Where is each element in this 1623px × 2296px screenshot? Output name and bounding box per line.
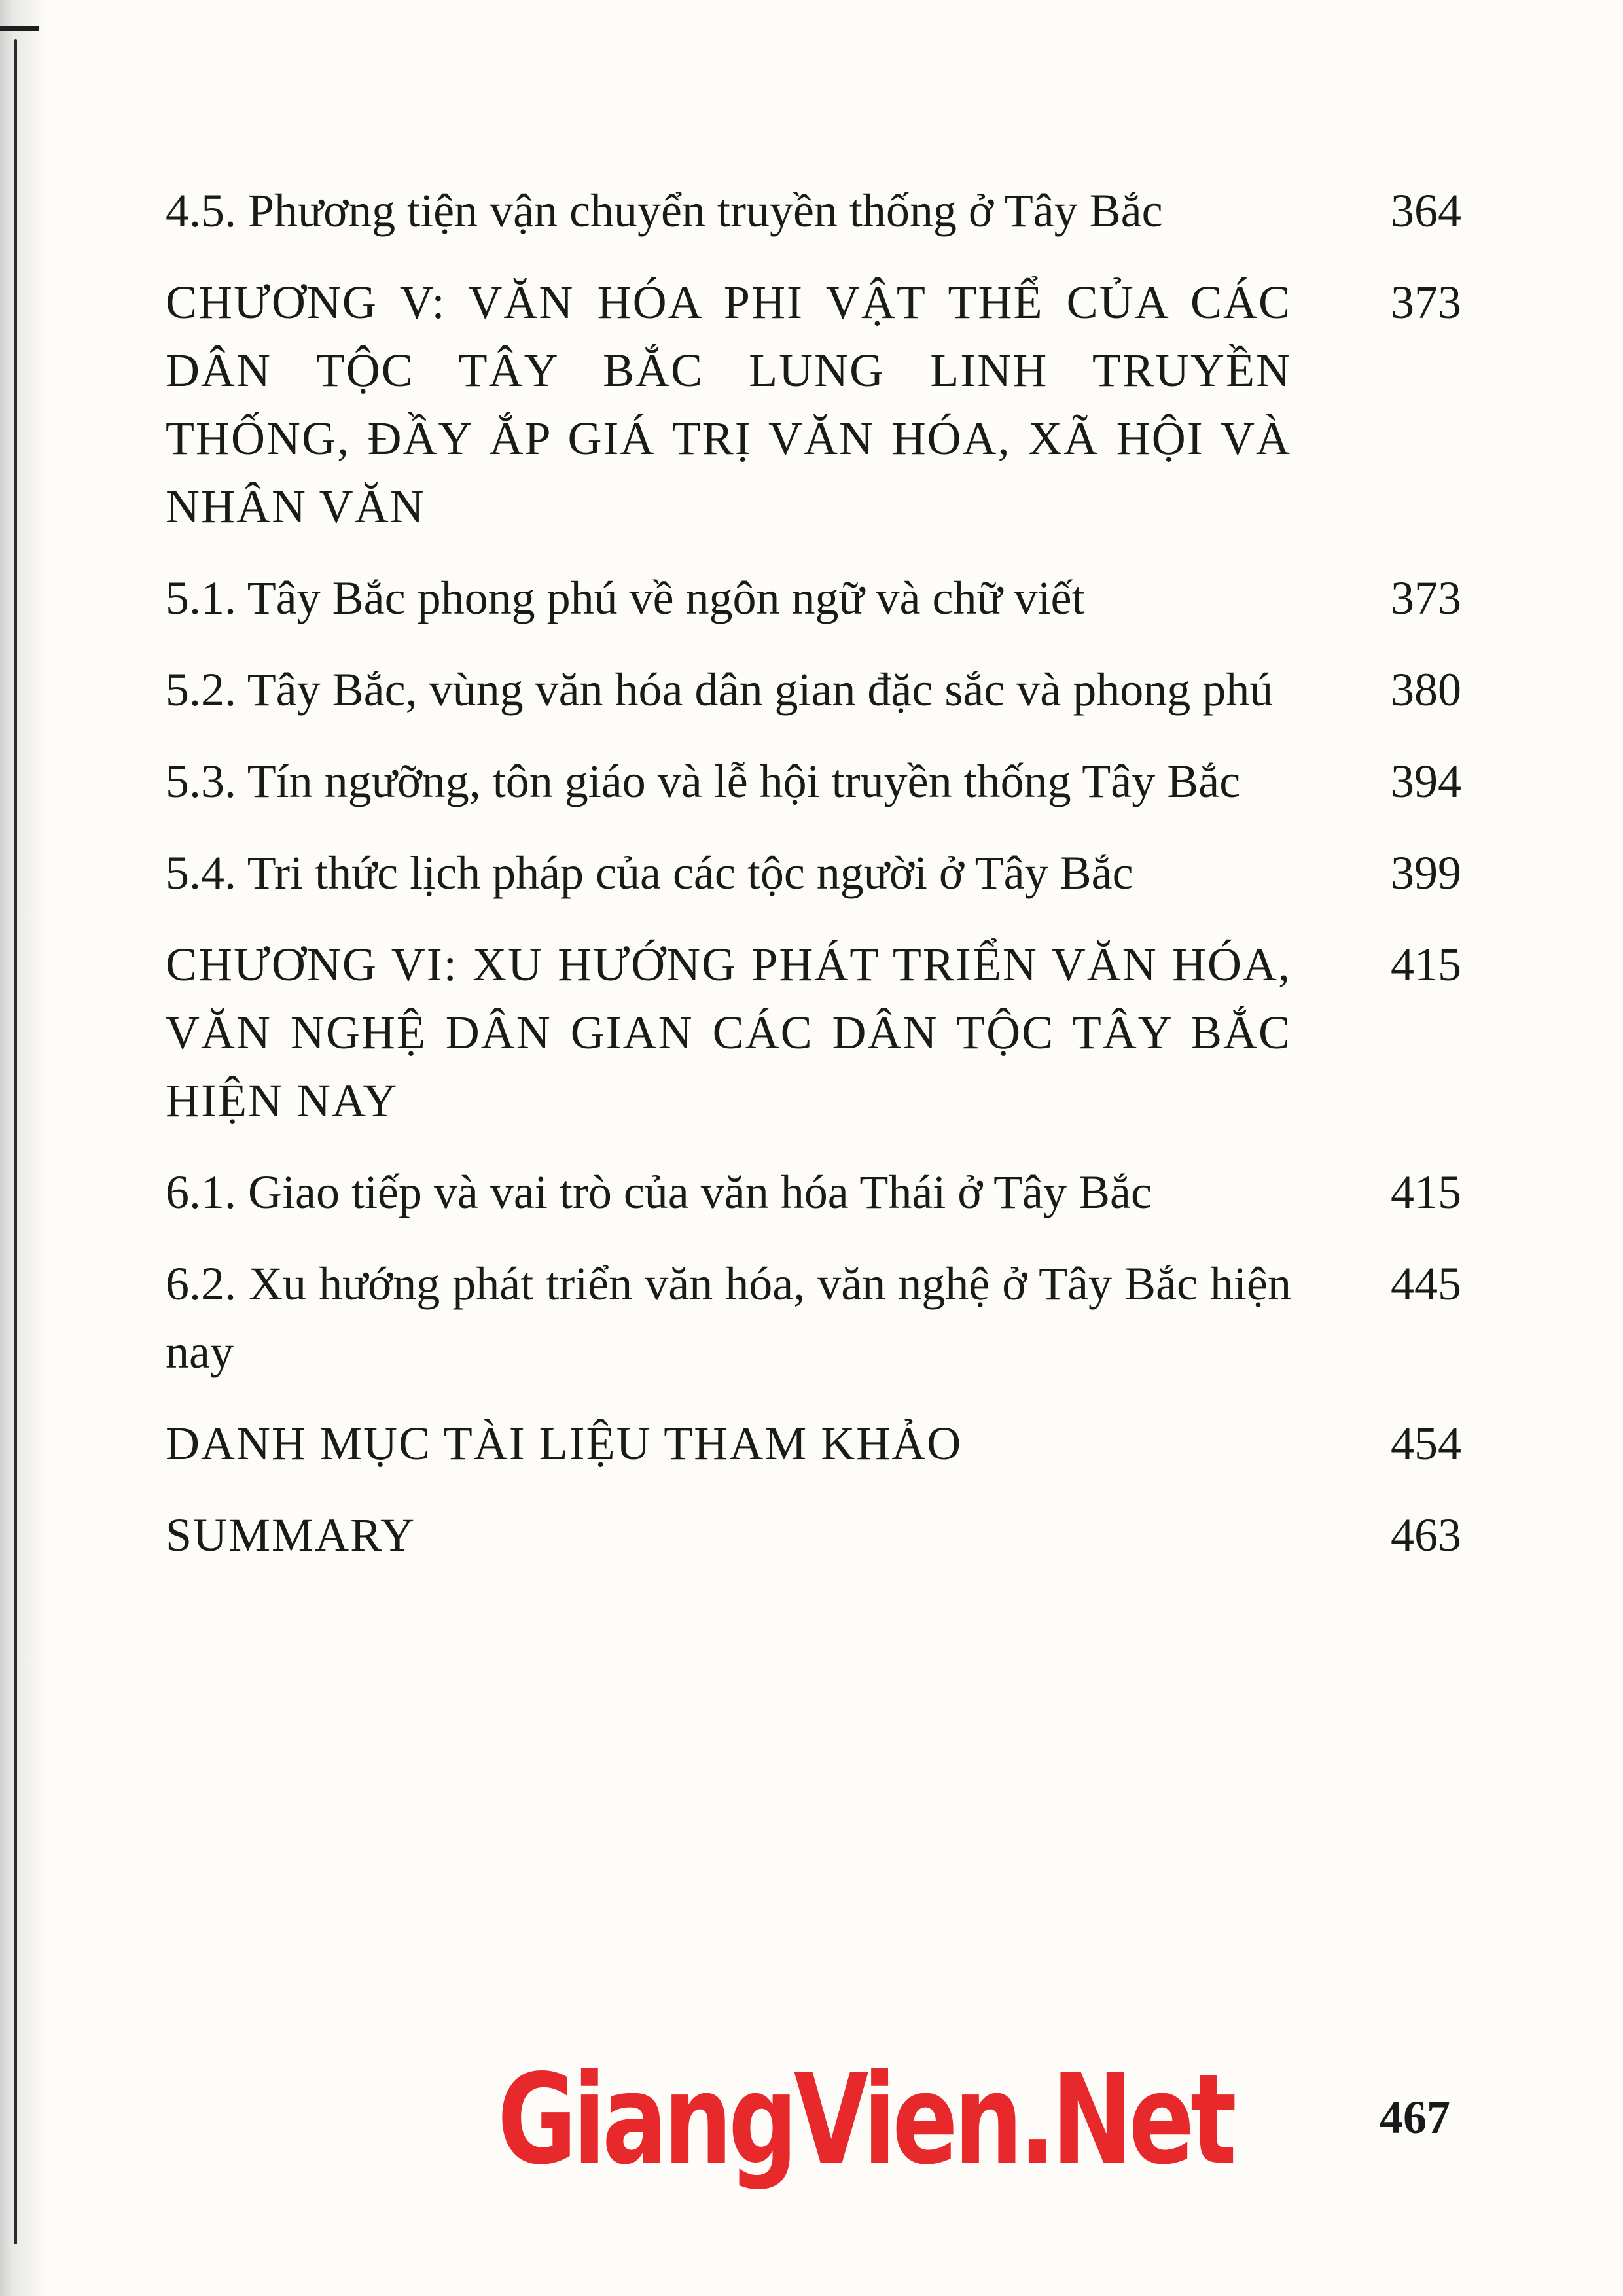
toc-entry-page: 415 [1391,938,1461,991]
spine-edge-mark [0,26,39,31]
toc-entry-section [166,1501,1461,1569]
toc-entry-chapter [166,930,1461,1135]
page-number: 467 [1380,2091,1450,2144]
toc-entry-page: 454 [1391,1417,1461,1470]
toc-entry-page: 394 [1391,755,1461,807]
toc-entry [166,564,1461,632]
toc-entry-page: 364 [1391,185,1461,237]
toc-entry-title: 4.5. Phương tiện vận chuyển truyền thống ở Tây Bắc [166,185,1163,237]
toc-entry-page: 415 [1391,1166,1461,1218]
toc-entry-title: 5.2. Tây Bắc, vùng văn hóa dân gian đặc sắc và phong phú [166,663,1274,716]
toc-entry-title: 5.1. Tây Bắc phong phú về ngôn ngữ và chữ viết [166,572,1085,624]
toc-entry-title: SUMMARY [166,1509,416,1561]
toc-entry-title: 6.2. Xu hướng phát triển văn hóa, văn nghệ ở Tây Bắc hiện nay [166,1258,1291,1378]
toc-entry [166,839,1461,907]
toc-entry-title: 5.4. Tri thức lịch pháp của các tộc người ở Tây Bắc [166,847,1133,899]
toc-entry-page: 399 [1391,847,1461,899]
toc-entry [166,1250,1461,1386]
toc-entry [166,177,1461,245]
spine-binding-line [14,39,17,2244]
toc-entry [166,747,1461,815]
toc-entry-chapter [166,268,1461,540]
watermark-logo: GiangVien.Net [497,2047,1233,2192]
toc-entry-page: 373 [1391,572,1461,624]
toc-entry-title: 5.3. Tín ngưỡng, tôn giáo và lễ hội truyền thống Tây Bắc [166,755,1241,807]
toc-entry [166,656,1461,724]
table-of-contents [166,177,1461,1569]
toc-entry-title: 6.1. Giao tiếp và vai trò của văn hóa Thái ở Tây Bắc [166,1166,1152,1218]
toc-entry-title: DANH MỤC TÀI LIỆU THAM KHẢO [166,1417,963,1470]
toc-entry-page: 373 [1391,276,1461,328]
toc-entry-section [166,1409,1461,1477]
toc-entry-page: 380 [1391,663,1461,716]
toc-entry [166,1158,1461,1226]
book-spine-shadow [0,0,46,2296]
toc-entry-title: CHƯƠNG V: VĂN HÓA PHI VẬT THỂ CỦA CÁC DÂN TỘC TÂY BẮC LUNG LINH TRUYỀN THỐNG, ĐẦY ẮP GIÁ TRỊ VĂN HÓA, XÃ HỘI VÀ NHÂN VĂN [166,276,1291,533]
toc-entry-page: 445 [1391,1258,1461,1310]
toc-entry-title: CHƯƠNG VI: XU HƯỚNG PHÁT TRIỂN VĂN HÓA, VĂN NGHỆ DÂN GIAN CÁC DÂN TỘC TÂY BẮC HIỆN NAY [166,938,1291,1127]
toc-entry-page: 463 [1391,1509,1461,1561]
